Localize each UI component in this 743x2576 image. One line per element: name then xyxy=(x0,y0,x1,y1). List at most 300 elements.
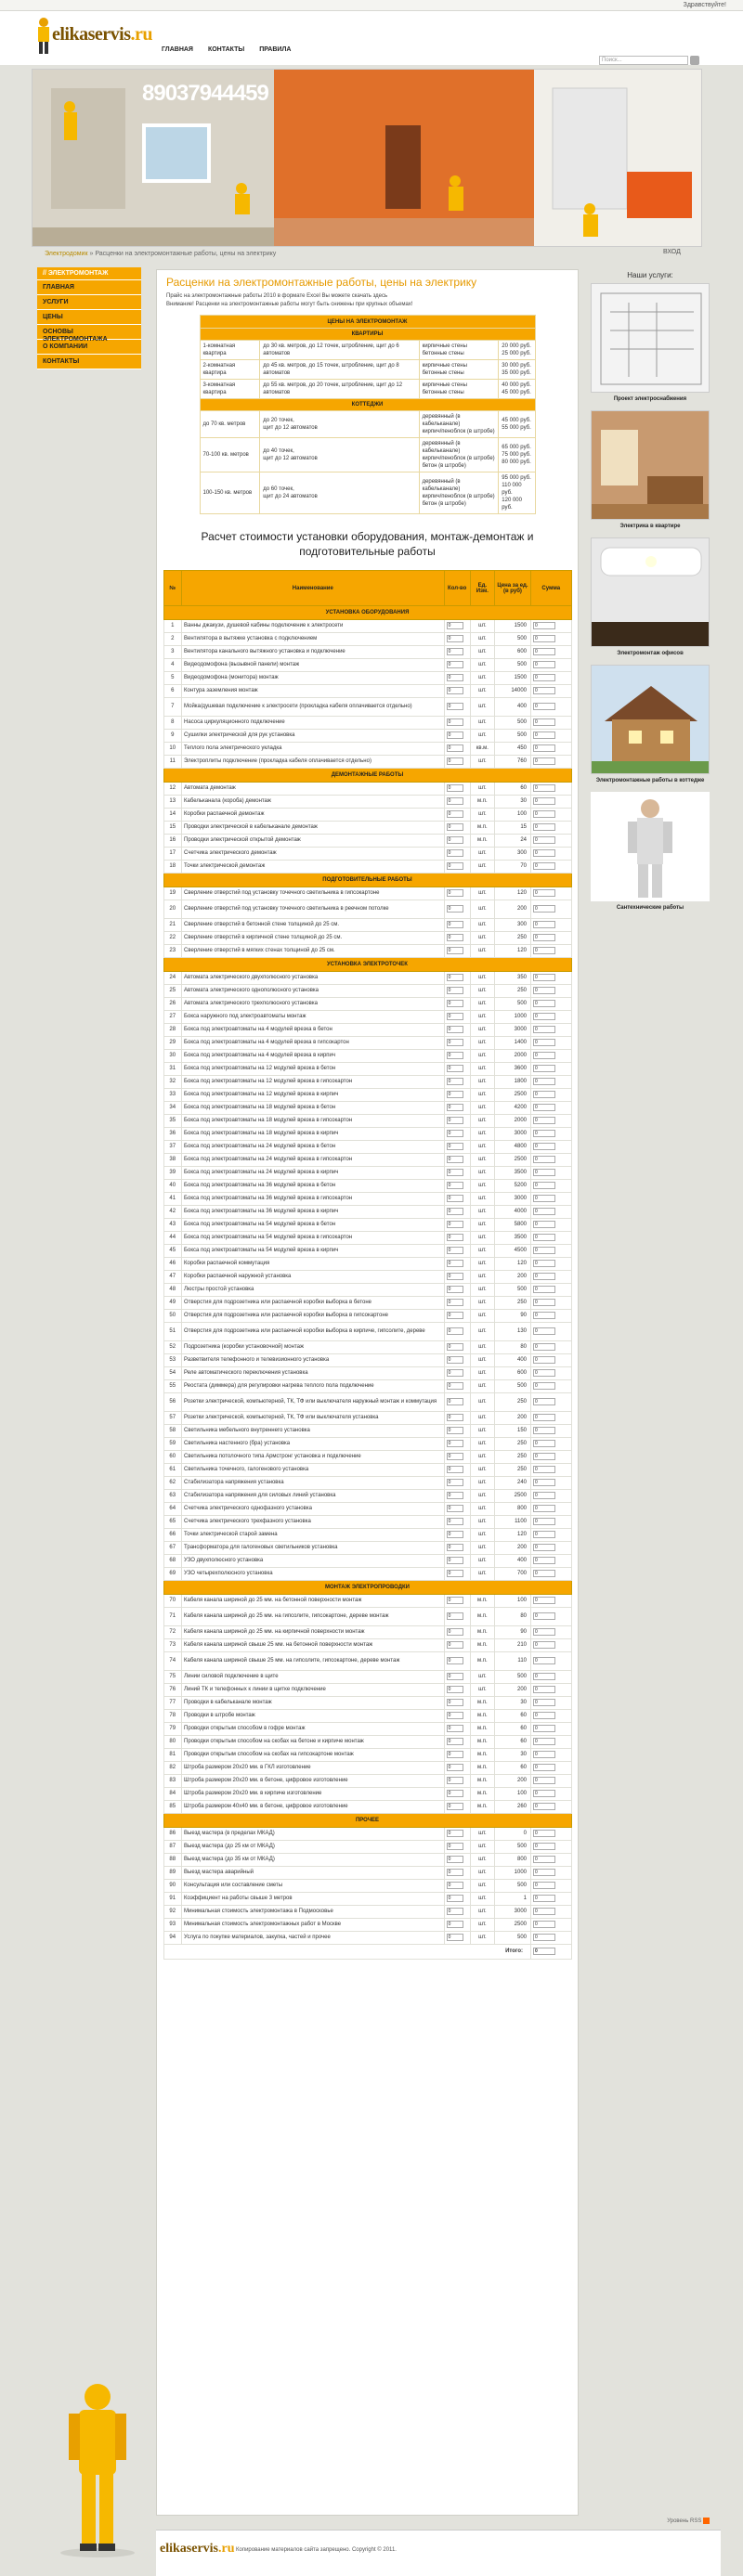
qty-input[interactable]: 0 xyxy=(447,1327,463,1335)
qty-input[interactable]: 0 xyxy=(447,1764,463,1771)
qty-input[interactable]: 0 xyxy=(447,1052,463,1059)
rss-link[interactable] xyxy=(156,2518,721,2527)
qty-input[interactable]: 0 xyxy=(447,1247,463,1254)
calc-row-sum-cell xyxy=(531,1193,572,1206)
sum-field: 0 xyxy=(533,703,555,710)
qty-input[interactable]: 0 xyxy=(447,1117,463,1124)
menu-item-services[interactable]: УСЛУГИ xyxy=(37,295,141,310)
calc-row-unit: м.п. xyxy=(470,1595,494,1608)
sum-field: 0 xyxy=(533,648,555,655)
calc-row-sum-cell xyxy=(531,822,572,835)
qty-input[interactable]: 0 xyxy=(447,744,463,752)
search-button[interactable] xyxy=(690,56,699,65)
calc-row-unit: шт. xyxy=(470,1050,494,1063)
sum-field: 0 xyxy=(533,1117,555,1124)
calc-row xyxy=(163,1503,571,1516)
calc-row-unit: м.п. xyxy=(470,822,494,835)
calc-row-unit: шт. xyxy=(470,1180,494,1193)
calc-row-num: 30 xyxy=(163,1050,182,1063)
calc-row-qty-cell xyxy=(444,1011,470,1024)
calc-row xyxy=(163,756,571,769)
calc-row-name: Счетчика электрического однофазного установка xyxy=(182,1503,445,1516)
qty-input[interactable]: 0 xyxy=(447,1440,463,1447)
calc-row-price: 15 xyxy=(494,822,530,835)
sum-field: 0 xyxy=(533,1130,555,1137)
qty-input[interactable]: 0 xyxy=(447,1612,463,1620)
calc-row-unit: м.п. xyxy=(470,1788,494,1801)
calc-row-price: 760 xyxy=(494,756,530,769)
price-cell-desc: до 30 кв. метров, до 12 точек, штробление, щит до 6 автоматов xyxy=(260,341,419,360)
service-office[interactable] xyxy=(585,537,715,657)
qty-input[interactable]: 0 xyxy=(447,1518,463,1525)
calc-row-name: Минимальная стоимость электромонтажных работ в Москве xyxy=(182,1919,445,1932)
calc-row-sum-cell xyxy=(531,1167,572,1180)
qty-input[interactable]: 0 xyxy=(447,934,463,941)
sum-field: 0 xyxy=(533,635,555,642)
search-input[interactable]: Поиск... xyxy=(599,56,688,65)
service-office-image xyxy=(591,537,710,647)
qty-input[interactable]: 0 xyxy=(447,1039,463,1046)
qty-input[interactable]: 0 xyxy=(447,1234,463,1241)
calc-row-unit: кв.м. xyxy=(470,743,494,756)
qty-input[interactable]: 0 xyxy=(447,1492,463,1499)
login-link[interactable]: ВХОД xyxy=(663,249,681,255)
calc-row-price: 500 xyxy=(494,717,530,730)
qty-input[interactable]: 0 xyxy=(447,921,463,928)
calc-row xyxy=(163,887,571,900)
qty-input[interactable]: 0 xyxy=(447,1104,463,1111)
sum-field: 0 xyxy=(533,1641,555,1649)
calc-row xyxy=(163,809,571,822)
calc-row-price: 120 xyxy=(494,1258,530,1271)
menu-item-basics[interactable]: ОСНОВЫ ЭЛЕКТРОМОНТАЖА xyxy=(37,325,141,340)
calc-row-sum-cell xyxy=(531,1626,572,1639)
qty-input[interactable]: 0 xyxy=(447,1479,463,1486)
qty-input[interactable]: 0 xyxy=(447,810,463,818)
sum-field: 0 xyxy=(533,1777,555,1784)
qty-input[interactable]: 0 xyxy=(447,1414,463,1421)
calc-row-sum-cell xyxy=(531,685,572,698)
site-logo[interactable] xyxy=(32,17,152,56)
calc-row-sum-cell xyxy=(531,1367,572,1380)
calc-row-price: 250 xyxy=(494,1451,530,1464)
calc-row-sum-cell xyxy=(531,1354,572,1367)
calc-row-unit: шт. xyxy=(470,659,494,672)
menu-item-home[interactable]: ГЛАВНАЯ xyxy=(37,280,141,295)
sum-field: 0 xyxy=(533,1699,555,1706)
calc-row-sum-cell xyxy=(531,730,572,743)
calc-row-unit: шт. xyxy=(470,698,494,717)
sum-field: 0 xyxy=(533,1195,555,1202)
calc-section-header xyxy=(163,1581,571,1595)
calc-row xyxy=(163,1323,571,1341)
qty-input[interactable]: 0 xyxy=(447,1026,463,1033)
sum-field: 0 xyxy=(533,1156,555,1163)
calc-row-unit: шт. xyxy=(470,1037,494,1050)
calc-row-sum-cell xyxy=(531,1115,572,1128)
qty-input[interactable]: 0 xyxy=(447,1343,463,1351)
calc-row xyxy=(163,1037,571,1050)
calc-row-sum-cell xyxy=(531,646,572,659)
calc-row-sum-cell xyxy=(531,861,572,874)
qty-input[interactable]: 0 xyxy=(447,1299,463,1306)
calc-row-name: Бокса под электроавтоматы на 12 модулей врезка в бетон xyxy=(182,1063,445,1076)
qty-input[interactable]: 0 xyxy=(447,1908,463,1915)
calc-row-price: 90 xyxy=(494,1626,530,1639)
qty-input[interactable]: 0 xyxy=(447,1803,463,1810)
calc-row-name: Выезд мастера аварийный xyxy=(182,1867,445,1880)
qty-input[interactable]: 0 xyxy=(447,1182,463,1189)
qty-input[interactable]: 0 xyxy=(447,1000,463,1007)
calc-row-num: 38 xyxy=(163,1154,182,1167)
calc-row-price: 3000 xyxy=(494,1193,530,1206)
calc-row-num: 33 xyxy=(163,1089,182,1102)
qty-input[interactable]: 0 xyxy=(447,1725,463,1732)
sum-field: 0 xyxy=(533,1908,555,1915)
qty-input[interactable]: 0 xyxy=(447,1882,463,1889)
calc-row-sum-cell xyxy=(531,672,572,685)
calc-row-name: Выезд мастера (до 35 км от МКАД) xyxy=(182,1854,445,1867)
menu-item-about[interactable]: О КОМПАНИИ xyxy=(37,340,141,355)
qty-input[interactable]: 0 xyxy=(447,757,463,765)
calc-row-sum-cell xyxy=(531,1854,572,1867)
qty-input[interactable]: 0 xyxy=(447,1078,463,1085)
calc-row-sum-cell xyxy=(531,809,572,822)
calc-row-sum-cell xyxy=(531,1710,572,1723)
calc-row-num: 85 xyxy=(163,1801,182,1814)
qty-input[interactable]: 0 xyxy=(447,1869,463,1876)
nav-home[interactable]: ГЛАВНАЯ xyxy=(162,46,193,53)
qty-input[interactable]: 0 xyxy=(447,862,463,870)
qty-input[interactable]: 0 xyxy=(447,1777,463,1784)
calc-row-name: Автомата электрического трехполюсного установка xyxy=(182,998,445,1011)
qty-input[interactable]: 0 xyxy=(447,1544,463,1551)
qty-input[interactable]: 0 xyxy=(447,1628,463,1636)
calc-row xyxy=(163,1076,571,1089)
calc-row-price: 1000 xyxy=(494,1011,530,1024)
calc-row-sum-cell xyxy=(531,1271,572,1284)
qty-input[interactable]: 0 xyxy=(447,687,463,694)
price-row xyxy=(200,472,535,514)
qty-input[interactable]: 0 xyxy=(447,1921,463,1928)
qty-input[interactable]: 0 xyxy=(447,1856,463,1863)
calc-row-name: Проводки электрической в кабельканале демонтаж xyxy=(182,822,445,835)
calc-row-qty-cell xyxy=(444,1076,470,1089)
calc-total-label: Итого: xyxy=(163,1945,531,1960)
qty-input[interactable]: 0 xyxy=(447,1156,463,1163)
qty-input[interactable]: 0 xyxy=(447,1273,463,1280)
calc-row-num: 25 xyxy=(163,985,182,998)
qty-input[interactable]: 0 xyxy=(447,1597,463,1604)
qty-input[interactable]: 0 xyxy=(447,661,463,668)
calc-row-num: 57 xyxy=(163,1412,182,1425)
sidebar-menu xyxy=(37,267,141,369)
qty-input[interactable]: 0 xyxy=(447,905,463,913)
qty-input[interactable]: 0 xyxy=(447,1738,463,1745)
sum-field: 0 xyxy=(533,1234,555,1241)
qty-input[interactable]: 0 xyxy=(447,1286,463,1293)
calc-row-sum-cell xyxy=(531,1141,572,1154)
calc-row-qty-cell xyxy=(444,1906,470,1919)
qty-input[interactable]: 0 xyxy=(447,1673,463,1680)
service-project[interactable] xyxy=(585,283,715,403)
calc-row-num: 50 xyxy=(163,1310,182,1323)
calc-row-qty-cell xyxy=(444,1089,470,1102)
sum-field: 0 xyxy=(533,1479,555,1486)
sum-field: 0 xyxy=(533,797,555,805)
pricebox-cottages-header-label: КОТТЕДЖИ xyxy=(200,399,535,411)
calc-row-sum-cell xyxy=(531,1011,572,1024)
qty-input[interactable]: 0 xyxy=(447,1143,463,1150)
qty-input[interactable]: 0 xyxy=(447,703,463,710)
calc-row-num: 64 xyxy=(163,1503,182,1516)
qty-input[interactable]: 0 xyxy=(447,797,463,805)
calc-row-price: 400 xyxy=(494,1555,530,1568)
calc-row-unit: шт. xyxy=(470,1867,494,1880)
banner-illustration xyxy=(33,70,702,247)
calc-row-sum-cell xyxy=(531,1284,572,1297)
qty-input[interactable]: 0 xyxy=(447,1531,463,1538)
sum-field: 0 xyxy=(533,849,555,857)
qty-input[interactable]: 0 xyxy=(447,849,463,857)
calc-row-name: Сверление отверстий в кирпичной стене толщиной до 25 см. xyxy=(182,932,445,945)
sum-field: 0 xyxy=(533,718,555,726)
price-cell-walls: кирпичные стены бетонные стены xyxy=(419,341,499,360)
calc-row-name: Кабеля канала шириной свыше 25 мм. на бетонной поверхности монтаж xyxy=(182,1639,445,1652)
qty-input[interactable]: 0 xyxy=(447,1221,463,1228)
qty-input[interactable]: 0 xyxy=(447,1686,463,1693)
calc-row xyxy=(163,919,571,932)
qty-input[interactable]: 0 xyxy=(447,1013,463,1020)
calc-section-header xyxy=(163,606,571,620)
calc-row-name: Реостата (диммера) для регулировки нагрева теплого пола подключение xyxy=(182,1380,445,1393)
calc-row-qty-cell xyxy=(444,756,470,769)
calc-row-qty-cell xyxy=(444,620,470,633)
calc-row-num: 11 xyxy=(163,756,182,769)
calc-row-sum-cell xyxy=(531,1451,572,1464)
qty-input[interactable]: 0 xyxy=(447,1699,463,1706)
calc-row-unit: м.п. xyxy=(470,1697,494,1710)
calc-row-name: Коробки распаечной наружной установка xyxy=(182,1271,445,1284)
sum-field: 0 xyxy=(533,1286,555,1293)
calc-row-num: 61 xyxy=(163,1464,182,1477)
qty-input[interactable]: 0 xyxy=(447,823,463,831)
qty-input[interactable]: 0 xyxy=(447,674,463,681)
price-row xyxy=(200,360,535,380)
calc-row-sum-cell xyxy=(531,1232,572,1245)
calc-row-unit: шт. xyxy=(470,717,494,730)
calc-row-num: 67 xyxy=(163,1542,182,1555)
calc-row xyxy=(163,1180,571,1193)
sum-field: 0 xyxy=(533,1803,555,1810)
calc-row-num: 32 xyxy=(163,1076,182,1089)
qty-input[interactable]: 0 xyxy=(447,1466,463,1473)
qty-input[interactable]: 0 xyxy=(447,1382,463,1390)
calc-row xyxy=(163,1801,571,1814)
logo-suffix: .ru xyxy=(130,24,152,45)
calc-row-unit: шт. xyxy=(470,1393,494,1412)
calc-row-sum-cell xyxy=(531,1788,572,1801)
qty-input[interactable]: 0 xyxy=(447,731,463,739)
calc-row-price: 2500 xyxy=(494,1154,530,1167)
calc-row-sum-cell xyxy=(531,1037,572,1050)
calc-row-sum-cell xyxy=(531,1906,572,1919)
calc-row-unit: шт. xyxy=(470,1932,494,1945)
calc-row xyxy=(163,1258,571,1271)
calc-row-num: 75 xyxy=(163,1671,182,1684)
calc-row-num: 16 xyxy=(163,835,182,848)
calc-row-num: 84 xyxy=(163,1788,182,1801)
price-cell-desc: до 60 точек, щит до 24 автоматов xyxy=(260,472,419,514)
calc-row-price: 3000 xyxy=(494,1906,530,1919)
sum-field: 0 xyxy=(533,1260,555,1267)
calc-row-name: Бокса под электроавтоматы на 36 модулей врезка в гипсокартон xyxy=(182,1193,445,1206)
calc-row-qty-cell xyxy=(444,1710,470,1723)
calc-row-qty-cell xyxy=(444,1503,470,1516)
calc-row-num: 63 xyxy=(163,1490,182,1503)
qty-input[interactable]: 0 xyxy=(447,1398,463,1405)
qty-input[interactable]: 0 xyxy=(447,635,463,642)
qty-input[interactable]: 0 xyxy=(447,1091,463,1098)
calc-section-title: ДЕМОНТАЖНЫЕ РАБОТЫ xyxy=(163,769,571,783)
calc-row-name: Штроба размером 20х20 мм. в бетоне, цифровое изготовление xyxy=(182,1775,445,1788)
calc-row-sum-cell xyxy=(531,998,572,1011)
qty-input[interactable]: 0 xyxy=(447,718,463,726)
qty-input[interactable]: 0 xyxy=(447,1657,463,1664)
qty-input[interactable]: 0 xyxy=(447,1712,463,1719)
calc-row-price: 700 xyxy=(494,1568,530,1581)
qty-input[interactable]: 0 xyxy=(447,1260,463,1267)
breadcrumb-home[interactable]: Электродомик xyxy=(45,251,88,257)
sum-field: 0 xyxy=(533,1518,555,1525)
qty-input[interactable]: 0 xyxy=(447,622,463,629)
qty-input[interactable]: 0 xyxy=(447,947,463,954)
calc-row-qty-cell xyxy=(444,796,470,809)
nav-rules[interactable]: ПРАВИЛА xyxy=(259,46,292,53)
qty-input[interactable]: 0 xyxy=(447,1641,463,1649)
calc-row-name: Контура заземления монтаж xyxy=(182,685,445,698)
calc-row-sum-cell xyxy=(531,1595,572,1608)
calc-row-price: 80 xyxy=(494,1341,530,1354)
footer-logo[interactable] xyxy=(160,2542,235,2557)
calc-row-price: 240 xyxy=(494,1477,530,1490)
calc-row-unit: шт. xyxy=(470,861,494,874)
sum-field: 0 xyxy=(533,1182,555,1189)
qty-input[interactable]: 0 xyxy=(447,648,463,655)
qty-input[interactable]: 0 xyxy=(447,784,463,792)
qty-input[interactable]: 0 xyxy=(447,1169,463,1176)
calc-row xyxy=(163,1880,571,1893)
menu-item-prices[interactable]: ЦЕНЫ xyxy=(37,310,141,325)
qty-input[interactable]: 0 xyxy=(447,1130,463,1137)
calc-row-name: Сверление отверстий в бетонной стене толщиной до 25 см. xyxy=(182,919,445,932)
qty-input[interactable]: 0 xyxy=(447,1790,463,1797)
calc-row-name: Коробки распаечной коммутация xyxy=(182,1258,445,1271)
sum-field: 0 xyxy=(533,731,555,739)
calc-row-sum-cell xyxy=(531,945,572,958)
calc-row-sum-cell xyxy=(531,1762,572,1775)
calc-row-sum-cell xyxy=(531,1775,572,1788)
calc-row-qty-cell xyxy=(444,822,470,835)
calc-row-unit: шт. xyxy=(470,1671,494,1684)
col-name: Наименование xyxy=(182,571,445,606)
calc-row xyxy=(163,822,571,835)
service-caption: Сантехнические работы xyxy=(616,905,684,911)
calc-row-name: Счетчика электрического трехфазного установка xyxy=(182,1516,445,1529)
calc-row-unit: шт. xyxy=(470,783,494,796)
qty-input[interactable]: 0 xyxy=(447,1570,463,1577)
qty-input[interactable]: 0 xyxy=(447,1505,463,1512)
calc-row-num: 62 xyxy=(163,1477,182,1490)
qty-input[interactable]: 0 xyxy=(447,1830,463,1837)
calc-row-num: 23 xyxy=(163,945,182,958)
calc-row-price: 70 xyxy=(494,861,530,874)
qty-input[interactable]: 0 xyxy=(447,1356,463,1364)
qty-input[interactable]: 0 xyxy=(447,1751,463,1758)
calc-row xyxy=(163,1425,571,1438)
calc-row-num: 17 xyxy=(163,848,182,861)
qty-input[interactable]: 0 xyxy=(447,889,463,897)
service-flat[interactable] xyxy=(585,410,715,530)
sum-field: 0 xyxy=(533,1312,555,1319)
service-plumbing[interactable] xyxy=(585,792,715,912)
qty-input[interactable]: 0 xyxy=(447,1895,463,1902)
qty-input[interactable]: 0 xyxy=(447,1427,463,1434)
calc-row-sum-cell xyxy=(531,1076,572,1089)
service-cottage[interactable] xyxy=(585,665,715,784)
qty-input[interactable]: 0 xyxy=(447,836,463,844)
qty-input[interactable]: 0 xyxy=(447,1453,463,1460)
menu-item-contacts[interactable]: КОНТАКТЫ xyxy=(37,355,141,369)
calc-row-num: 52 xyxy=(163,1341,182,1354)
calc-row xyxy=(163,1919,571,1932)
calc-row-name: Светильника мебельного внутреннего установка xyxy=(182,1425,445,1438)
calc-row-name: Бокса под электроавтоматы на 18 модулей врезка в кирпич xyxy=(182,1128,445,1141)
qty-input[interactable]: 0 xyxy=(447,974,463,981)
qty-input[interactable]: 0 xyxy=(447,1557,463,1564)
calc-row-sum-cell xyxy=(531,972,572,985)
qty-input[interactable]: 0 xyxy=(447,1843,463,1850)
sum-field: 0 xyxy=(533,1570,555,1577)
calc-row-unit: шт. xyxy=(470,756,494,769)
calc-row-sum-cell xyxy=(531,698,572,717)
calc-row-sum-cell xyxy=(531,1801,572,1814)
price-cell-desc: до 45 кв. метров, до 15 точек, штробление, щит до 8 автоматов xyxy=(260,360,419,380)
calc-row xyxy=(163,1367,571,1380)
calc-row-price: 100 xyxy=(494,1595,530,1608)
qty-input[interactable]: 0 xyxy=(447,987,463,994)
calc-row-unit: м.п. xyxy=(470,1736,494,1749)
calc-row-price: 60 xyxy=(494,1762,530,1775)
qty-input[interactable]: 0 xyxy=(447,1312,463,1319)
qty-input[interactable]: 0 xyxy=(447,1934,463,1941)
qty-input[interactable]: 0 xyxy=(447,1208,463,1215)
calc-row-unit: шт. xyxy=(470,1076,494,1089)
calc-row-name: Сушилки электрической для рук установка xyxy=(182,730,445,743)
calc-row-name: Бокса под электроавтоматы на 54 модулей врезка в кирпич xyxy=(182,1245,445,1258)
calc-section-header xyxy=(163,1814,571,1828)
calc-row xyxy=(163,900,571,919)
calc-row-qty-cell xyxy=(444,1438,470,1451)
qty-input[interactable]: 0 xyxy=(447,1065,463,1072)
qty-input[interactable]: 0 xyxy=(447,1195,463,1202)
calc-row-price: 250 xyxy=(494,1297,530,1310)
calc-row-sum-cell xyxy=(531,659,572,672)
calc-row-name: Точки электрической старой замена xyxy=(182,1529,445,1542)
nav-contacts[interactable]: КОНТАКТЫ xyxy=(207,46,245,53)
qty-input[interactable]: 0 xyxy=(447,1369,463,1377)
calc-row-unit: шт. xyxy=(470,620,494,633)
